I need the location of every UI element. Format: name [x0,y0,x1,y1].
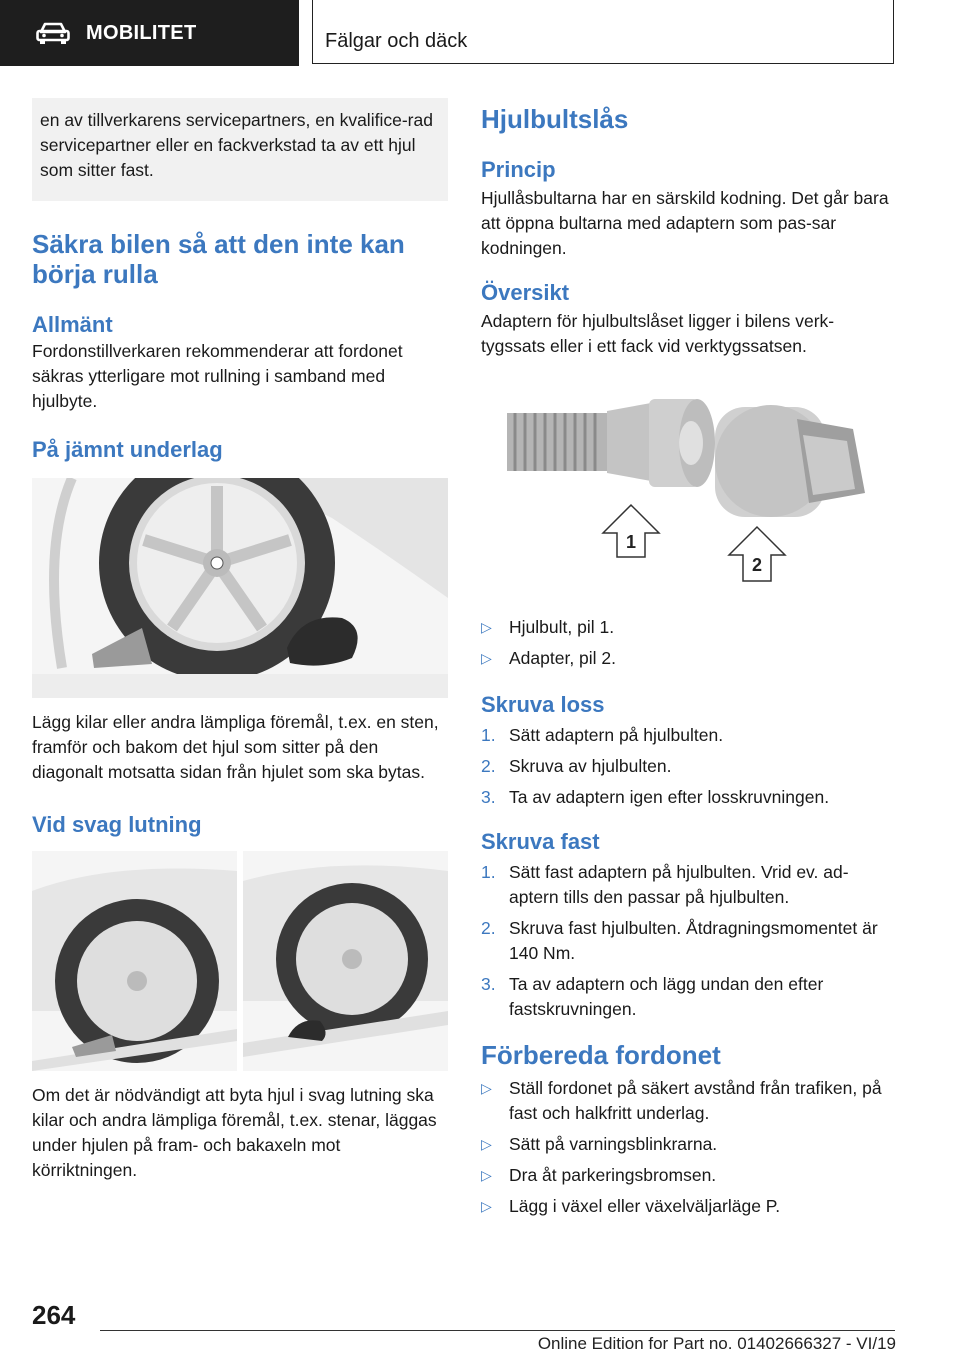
figure-label-2: 2 [751,555,763,575]
parts-list [481,615,895,671]
paragraph-jamnt-underlag: Lägg kilar eller andra lämpliga föremål, t.ex. en sten, framför och bakom det hjul som sitter på den diagonalt motsatta sidan från hjulet som ska bytas. [32,712,439,782]
list-item: ▷ Ställ fordonet på säkert avstånd från trafiken, på fast och halkfritt underlag. [481,1076,895,1126]
section-heading: Säkra bilen så att den inte kan börja rulla [32,229,405,289]
step-item: 3. Ta av adaptern igen efter losskruvningen. [481,787,830,807]
slope-illustration [32,851,448,1071]
paragraph-oversikt: Adaptern för hjulbultslåset ligger i bilens verk-tygssats eller i ett fack vid verktygssatsen. [481,311,835,356]
list-item: ▷ Dra åt parkeringsbromsen. [481,1163,895,1188]
subheading-allmant: Allmänt [32,312,113,337]
page-header [0,0,960,66]
section-heading-hjulbultslas: Hjulbultslås [481,104,629,134]
note-text: en av tillverkarens servicepartners, en kvalifice-rad servicepartner eller en fackverkstad ta av ett hjul som sitter fast. [40,110,433,180]
level-ground-illustration [32,478,448,698]
paragraph-allmant: Fordonstillverkaren rekommenderar att fordonet säkras ytterligare mot rullning i samband med hjulbyte. [32,341,403,411]
chapter-title: Fälgar och däck [325,30,468,52]
list-item: ▷ Lägg i växel eller växelväljarläge P. [481,1194,895,1219]
step-item: 2. Skruva av hjulbulten. [481,756,672,776]
prepare-list [481,1076,895,1219]
step-item: 1. Sätt fast adaptern på hjulbulten. Vrid ev. ad-aptern tills den passar på hjulbulten. [481,862,849,907]
subheading-princip: Princip [481,157,556,182]
subheading-jamnt-underlag: På jämnt underlag [32,437,223,462]
fast-steps [481,860,895,1022]
edition-text: Online Edition for Part no. 01402666327 - VI/19 [537,1334,896,1353]
left-column [32,94,448,1183]
step-item: 1. Sätt adaptern på hjulbulten. [481,725,724,745]
list-item: ▷ Sätt på varningsblinkrarna. [481,1132,895,1157]
section-tab [0,0,299,66]
paragraph-svag-lutning: Om det är nödvändigt att byta hjul i svag lutning ska kilar och andra lämpliga föremål, t.ex. stenar, läggas under hjulen på fram- och bakaxeln mot körriktningen. [32,1085,437,1180]
right-column [481,94,895,1225]
subheading-skruva-loss: Skruva loss [481,692,605,717]
loss-steps [481,723,895,810]
section-label: MOBILITET [86,21,197,44]
step-item: 3. Ta av adaptern och lägg undan den efter fastskruvningen. [481,974,824,1019]
figure-label-1: 1 [625,532,637,552]
list-item: ▷ Adapter, pil 2. [481,646,895,671]
car-icon [36,21,70,45]
footer-divider [100,1330,895,1331]
paragraph-princip: Hjullåsbultarna har en särskild kodning. Det går bara att öppna bultarna med adaptern som pas-sar kodningen. [481,188,889,258]
note-box [32,98,448,201]
subheading-skruva-fast: Skruva fast [481,829,600,854]
page-number: 264 [32,1300,76,1330]
step-item: 2. Skruva fast hjulbulten. Åtdragningsmomentet är 140 Nm. [481,918,878,963]
subheading-svag-lutning: Vid svag lutning [32,812,202,837]
chapter-title-box [312,0,894,64]
section-heading-forbereda: Förbereda fordonet [481,1040,721,1070]
subheading-oversikt: Översikt [481,280,570,305]
list-item: ▷ Hjulbult, pil 1. [481,615,895,640]
lock-bolt-figure [481,385,895,595]
